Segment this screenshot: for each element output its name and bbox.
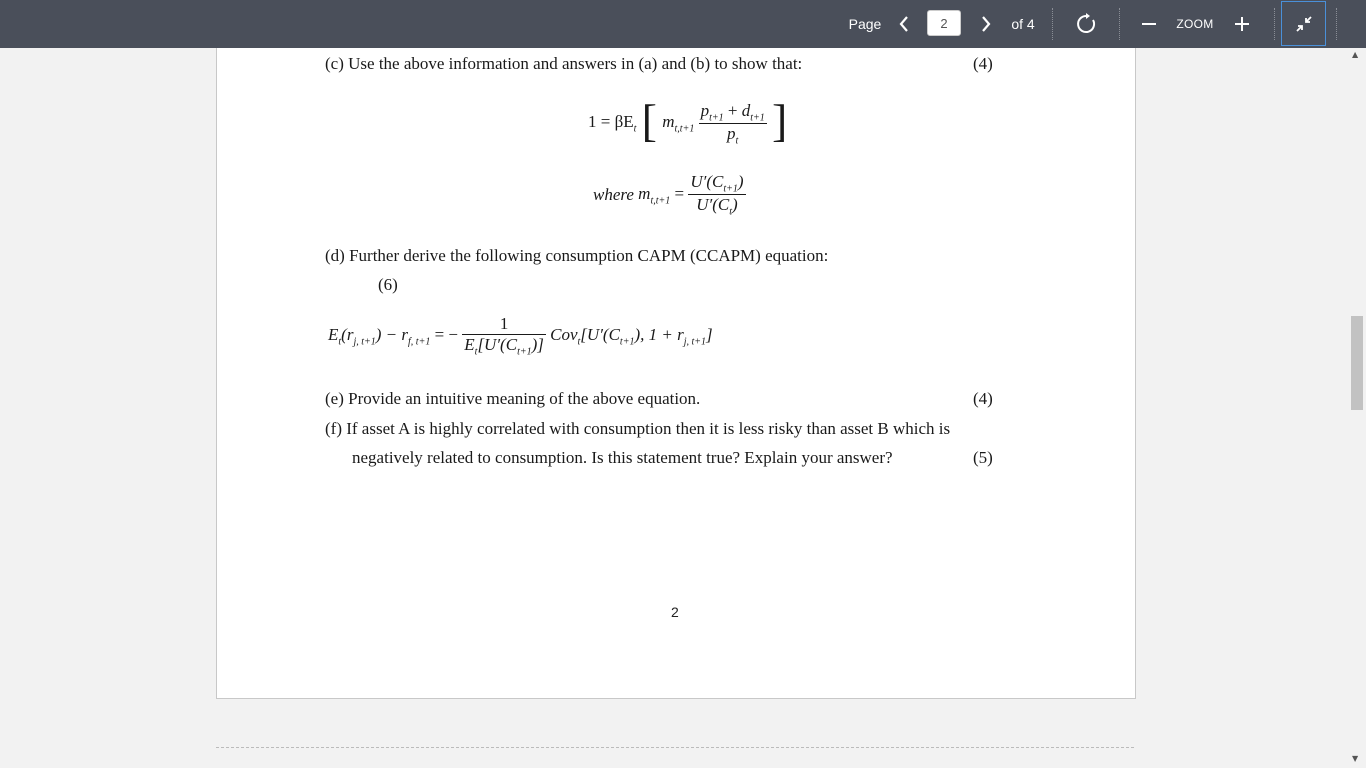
chevron-left-icon xyxy=(898,15,910,33)
equation-pricing: $1 = \beta E_t$ [ $m_{t,t+1}$ $\frac{p_{t+1} + d_{t+1}}{p_t}$ ] xyxy=(588,95,788,147)
exit-fullscreen-button[interactable] xyxy=(1281,1,1326,46)
item-f-text-line1: If asset A is highly correlated with consumption then it is less risky than asset B which is xyxy=(346,419,951,438)
toolbar-divider xyxy=(1274,8,1275,40)
equation-pricing-fraction: $\frac{p_{t+1} + d_{t+1}}{p_t}$ xyxy=(700,100,765,147)
scroll-down-arrow-icon[interactable]: ▼ xyxy=(1352,754,1359,763)
item-e-marks: (4) xyxy=(973,389,993,408)
item-c-text: Use the above information and answers in (a) and (b) to show that: xyxy=(348,54,803,73)
equation-sdf: where $m_{t,t+1}$ = $\frac{U'(C_{t+1})}{U'(C_t)}$ xyxy=(593,172,744,218)
item-f xyxy=(325,419,950,439)
item-d xyxy=(325,246,828,266)
scrollbar-thumb[interactable] xyxy=(1351,316,1363,410)
page-separator xyxy=(216,747,1134,748)
rotate-button[interactable] xyxy=(1070,0,1102,48)
total-pages-label: of 4 xyxy=(1011,16,1035,32)
item-d-marks: (6) xyxy=(378,275,398,294)
zoom-in-button[interactable] xyxy=(1229,0,1255,48)
item-c xyxy=(325,54,802,74)
next-page-button[interactable] xyxy=(972,0,1000,48)
item-e-label: (e) xyxy=(325,389,344,408)
item-d-label: (d) xyxy=(325,246,345,265)
item-d-text: Further derive the following consumption CAPM (CCAPM) equation: xyxy=(349,246,829,265)
zoom-out-button[interactable] xyxy=(1136,0,1162,48)
item-c-marks: (4) xyxy=(973,54,993,73)
minus-icon xyxy=(1141,16,1157,32)
rotate-icon xyxy=(1075,13,1097,35)
plus-icon xyxy=(1234,16,1250,32)
item-f-text-line2: negatively related to consumption. Is this statement true? Explain your answer? xyxy=(352,448,893,467)
item-c-label: (c) xyxy=(325,54,344,73)
chevron-right-icon xyxy=(980,15,992,33)
item-f-marks: (5) xyxy=(973,448,993,467)
scroll-up-arrow-icon[interactable]: ▲ xyxy=(1352,50,1359,59)
exit-fullscreen-icon xyxy=(1294,14,1314,34)
item-e xyxy=(325,389,700,409)
toolbar-divider xyxy=(1119,8,1120,40)
toolbar-divider xyxy=(1052,8,1053,40)
page-number-input[interactable] xyxy=(927,10,961,36)
page-label: Page xyxy=(848,16,882,32)
page-number: 2 xyxy=(671,604,679,620)
toolbar-divider xyxy=(1336,8,1337,40)
zoom-label: ZOOM xyxy=(1176,17,1214,31)
item-e-text: Provide an intuitive meaning of the above equation. xyxy=(348,389,701,408)
previous-page-button[interactable] xyxy=(890,0,918,48)
equation-ccapm: $E_t(r_{j, t+1}) - r_{f, t+1}$ = − $\frac{1}{E_t[U'(C_{t+1})]}$ $Cov_t[U'(C_{t+1})$, $1 + r_{j, t+1}$] xyxy=(328,314,713,358)
viewer-toolbar xyxy=(0,0,1366,48)
item-f-label: (f) xyxy=(325,419,342,438)
